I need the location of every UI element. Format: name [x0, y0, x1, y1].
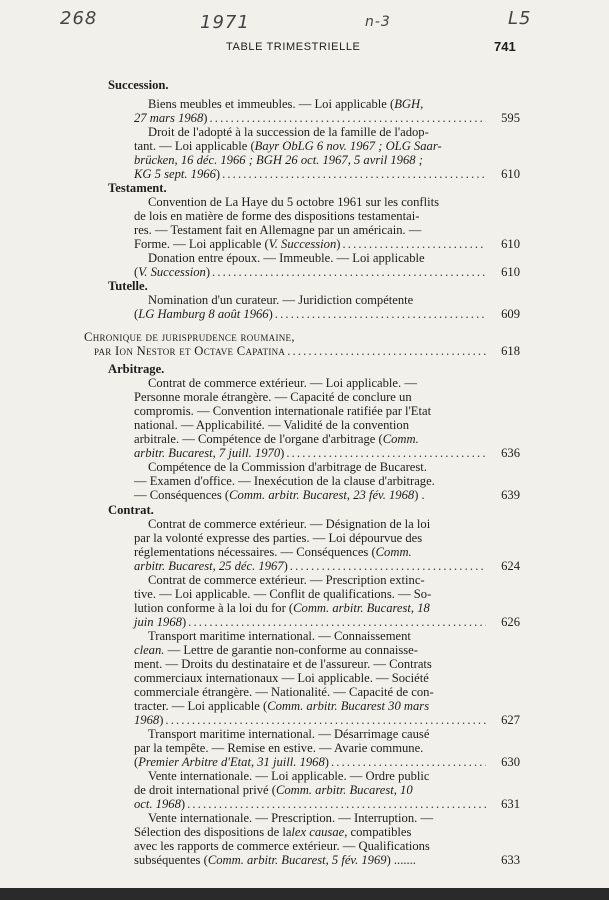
- index-entry-line: [134, 546, 486, 559]
- leader-dots: [188, 616, 486, 629]
- entry-text-tail: — Lettre de garantie non-conforme au connaisse-: [164, 643, 418, 657]
- index-entry-line: [134, 308, 486, 321]
- page-reference: 610: [501, 167, 520, 181]
- entry-text: Nomination d'un curateur. — Juridiction compétente: [148, 293, 414, 307]
- entry-text-tail: ): [268, 307, 273, 321]
- entry-text: par la tempête. — Remise en estive. — Avarie commune.: [134, 741, 424, 755]
- index-entry-line: [134, 224, 486, 237]
- index-entry-line: [134, 784, 486, 797]
- index-entry-line: [148, 252, 486, 265]
- page-reference: 595: [501, 111, 520, 125]
- page-reference: 636: [501, 446, 520, 460]
- entry-text: Contrat de commerce extérieur. — Loi applicable. —: [148, 376, 417, 390]
- entry-text: — Conséquences (: [134, 488, 230, 502]
- entry-citation: Comm. arbitr. Bucarest, 18: [293, 601, 430, 615]
- entry-text: (: [134, 265, 139, 279]
- entry-text: tracter. — Loi applicable (: [134, 699, 268, 713]
- entry-citation: clean.: [134, 643, 165, 657]
- entry-text: (: [134, 307, 139, 321]
- page-reference: 610: [501, 265, 520, 279]
- entry-text-tail: compatibles: [347, 825, 412, 839]
- entry-citation: juin 1968: [134, 615, 182, 629]
- index-entry-line: [148, 98, 486, 111]
- index-entry-line: [134, 210, 486, 223]
- entry-text-tail: ): [181, 615, 187, 629]
- index-entry-line: [134, 742, 486, 755]
- index-entry-line: [148, 461, 486, 474]
- entry-text: Contrat de commerce extérieur. — Prescription extinc-: [148, 573, 425, 587]
- entry-text: Contrat de commerce extérieur. — Désignation de la loi: [148, 517, 431, 531]
- index-entry-line: [134, 602, 486, 615]
- entry-text: subséquentes (: [134, 853, 208, 867]
- page-reference: 626: [501, 615, 520, 629]
- index-entry-line: [134, 686, 486, 699]
- entry-text: par Ion Nestor et Octave Capatina: [94, 344, 286, 358]
- entry-text: avec les rapports de commerce extérieur. — Qualifications: [134, 839, 430, 853]
- index-entry-line: [134, 140, 486, 153]
- entry-text-tail: ): [324, 755, 329, 769]
- entry-citation: BGH,: [394, 97, 424, 111]
- index-entry-line: [134, 616, 486, 629]
- index-entry-line: [134, 658, 486, 671]
- entry-citation: lex causae,: [291, 825, 348, 839]
- section-heading: [108, 280, 486, 293]
- entry-text-tail: ) .: [414, 488, 425, 502]
- page-reference: 631: [501, 797, 520, 811]
- index-entry-line: [134, 405, 486, 418]
- index-entry-line: [134, 419, 486, 432]
- entry-citation: oct. 1968: [134, 797, 181, 811]
- entry-citation: Comm. arbitr. Bucarest, 5 fév. 1969: [207, 853, 387, 867]
- entry-text: Transport maritime international. — Désarrimage causé: [148, 727, 430, 741]
- leader-dots: [290, 560, 486, 573]
- entry-text-tail: ): [215, 167, 221, 181]
- entry-text-tail: ): [159, 713, 164, 727]
- entry-text: Sélection des dispositions de la: [134, 825, 292, 839]
- index-entry-line: [134, 168, 486, 181]
- index-entry-line: [134, 433, 486, 446]
- index-entry-line: [134, 840, 486, 853]
- entry-text: de lois en matière de forme des dispositions testamentai-: [134, 209, 420, 223]
- leader-dots: [187, 798, 486, 811]
- entry-text: res. — Testament fait en Allemagne par un américain. —: [134, 223, 422, 237]
- page-reference: 610: [501, 237, 520, 251]
- entry-citation: arbitr. Bucarest, 25 déc. 1967: [134, 559, 284, 573]
- index-entry-line: [134, 112, 486, 125]
- entry-text-tail: ): [283, 559, 288, 573]
- section-heading-text: Tutelle.: [108, 279, 148, 293]
- index-entry-line: [134, 391, 486, 404]
- chronicle-title: [84, 331, 486, 344]
- entry-citation: Bayr ObLG 6 nov. 1967 ; OLG Saar-: [254, 139, 442, 153]
- entry-citation: V. Succession: [268, 237, 337, 251]
- index-entry-line: [134, 532, 486, 545]
- index-entry-line: [134, 756, 486, 769]
- section-heading-text: Testament.: [108, 181, 167, 195]
- entry-citation: arbitr. Bucarest, 7 juill. 1970: [134, 446, 281, 460]
- running-header-page-number: 741: [494, 39, 516, 54]
- running-header-title: TABLE TRIMESTRIELLE: [226, 41, 361, 53]
- section-heading: [108, 79, 486, 92]
- leader-dots: [342, 238, 486, 251]
- entry-text: tive. — Loi applicable. — Conflit de qualifications. — So-: [134, 587, 432, 601]
- entry-text: Transport maritime international. — Connaissement: [148, 629, 411, 643]
- index-entry-line: [148, 377, 486, 390]
- index-entry-line: [134, 700, 486, 713]
- entry-citation: KG 5 sept. 1966: [134, 167, 216, 181]
- index-entry-line: [148, 574, 486, 587]
- page-reference: 633: [501, 853, 520, 867]
- page-reference: 618: [501, 344, 520, 358]
- entry-text: — Examen d'office. — Inexécution de la clause d'arbitrage.: [134, 474, 435, 488]
- leader-dots: [165, 714, 486, 727]
- chronicle-authors: [94, 345, 486, 358]
- entry-text-tail: ) .......: [386, 853, 416, 867]
- entry-text: Personne morale étrangère. — Capacité de conclure un: [134, 390, 412, 404]
- entry-text: arbitrale. — Compétence de l'organe d'arbitrage (: [134, 432, 383, 446]
- section-heading-text: Contrat.: [108, 503, 154, 517]
- index-entry-line: [134, 798, 486, 811]
- entry-citation: Comm.: [382, 432, 419, 446]
- entry-citation: V. Succession: [138, 265, 206, 279]
- page-reference: 624: [501, 559, 520, 573]
- index-entry-line: [134, 266, 486, 279]
- entry-citation: Comm. arbitr. Bucarest 30 mars: [267, 699, 430, 713]
- entry-text-tail: ): [280, 446, 285, 460]
- entry-text-tail: ): [336, 237, 341, 251]
- entry-citation: 27 mars 1968: [134, 111, 204, 125]
- index-entry-line: [134, 489, 486, 502]
- index-entry-line: [134, 826, 486, 839]
- index-entry-line: [134, 560, 486, 573]
- entry-text-tail: ): [205, 265, 211, 279]
- index-entry-line: [148, 812, 486, 825]
- leader-dots: [287, 345, 486, 358]
- index-entry-line: [134, 447, 486, 460]
- entry-citation: Comm. arbitr. Bucarest, 10: [275, 783, 413, 797]
- leader-dots: [212, 266, 486, 279]
- index-entry-line: [134, 714, 486, 727]
- page-bottom-edge: [0, 888, 609, 900]
- entry-text: Donation entre époux. — Immeuble. — Loi applicable: [148, 251, 425, 265]
- entry-citation: Comm.: [375, 545, 412, 559]
- entry-text: Forme. — Loi applicable (: [134, 237, 269, 251]
- entry-text: par la volonté expresse des parties. — Loi dépourvue des: [134, 531, 423, 545]
- entry-citation: Premier Arbitre d'Etat, 31 juill. 1968: [138, 755, 325, 769]
- entry-text: ment. — Droits du destinataire et de l'assureur. — Contrats: [134, 657, 432, 671]
- handwritten-note-3: n-3: [365, 14, 391, 30]
- leader-dots: [222, 168, 486, 181]
- entry-text: commerciaux internationaux — Loi applicable. — Société: [134, 671, 429, 685]
- section-heading-text: Succession.: [108, 78, 169, 92]
- page-reference: 630: [501, 755, 520, 769]
- section-heading: [108, 363, 486, 376]
- entry-text-tail: ): [203, 111, 208, 125]
- entry-citation: LG Hamburg 8 août 1966: [138, 307, 269, 321]
- entry-citation: Comm. arbitr. Bucarest, 23 fév. 1968: [229, 488, 415, 502]
- entry-text: tant. — Loi applicable (: [134, 139, 255, 153]
- leader-dots: [331, 756, 486, 769]
- index-entry-line: [134, 644, 486, 657]
- page-reference: 609: [501, 307, 520, 321]
- page-reference: 627: [501, 713, 520, 727]
- entry-text: Compétence de la Commission d'arbitrage de Bucarest.: [148, 460, 427, 474]
- page-reference: 639: [501, 488, 520, 502]
- entry-text-tail: ): [180, 797, 186, 811]
- index-entry-line: [134, 154, 486, 167]
- index-entry-line: [134, 238, 486, 251]
- section-heading: [108, 182, 486, 195]
- leader-dots: [275, 308, 486, 321]
- index-entry-line: [148, 294, 486, 307]
- entry-text: Chronique de jurisprudence roumaine,: [84, 330, 295, 344]
- leader-dots: [286, 447, 486, 460]
- handwritten-note-4: L5: [508, 8, 532, 29]
- index-entry-line: [134, 588, 486, 601]
- entry-text: réglementations nécessaires. — Conséquences (: [134, 545, 376, 559]
- index-entry-line: [148, 630, 486, 643]
- entry-text: Droit de l'adopté à la succession de la famille de l'adop-: [148, 125, 429, 139]
- handwritten-note-1: 268: [60, 8, 98, 29]
- index-entry-line: [148, 728, 486, 741]
- entry-citation: brücken, 16 déc. 1966 ; BGH 26 oct. 1967, 5 avril 1968 ;: [134, 153, 423, 167]
- index-entry-line: [148, 196, 486, 209]
- entry-text: de droit international privé (: [134, 783, 276, 797]
- entry-text: (: [134, 755, 139, 769]
- entry-citation: 1968: [134, 713, 160, 727]
- index-entry-line: [148, 126, 486, 139]
- section-heading: [108, 504, 486, 517]
- index-entry-line: [134, 475, 486, 488]
- index-entry-line: [134, 672, 486, 685]
- entry-text: compromis. — Convention internationale ratifiée par l'Etat: [134, 404, 432, 418]
- entry-text: lution conforme à la loi du for (: [134, 601, 294, 615]
- entry-text: national. — Applicabilité. — Validité de la convention: [134, 418, 410, 432]
- index-entry-line: [134, 854, 486, 867]
- entry-text: commerciale étrangère. — Nationalité. — Capacité de con-: [134, 685, 434, 699]
- entry-text: Vente internationale. — Loi applicable. — Ordre public: [148, 769, 430, 783]
- section-heading-text: Arbitrage.: [108, 362, 165, 376]
- handwritten-note-2: 1971: [200, 12, 250, 33]
- entry-text: Convention de La Haye du 5 octobre 1961 sur les conflits: [148, 195, 439, 209]
- leader-dots: [209, 112, 486, 125]
- index-entry-line: [148, 518, 486, 531]
- index-entry-line: [148, 770, 486, 783]
- entry-text: Biens meubles et immeubles. — Loi applicable (: [148, 97, 395, 111]
- entry-text: Vente internationale. — Prescription. — Interruption. —: [148, 811, 434, 825]
